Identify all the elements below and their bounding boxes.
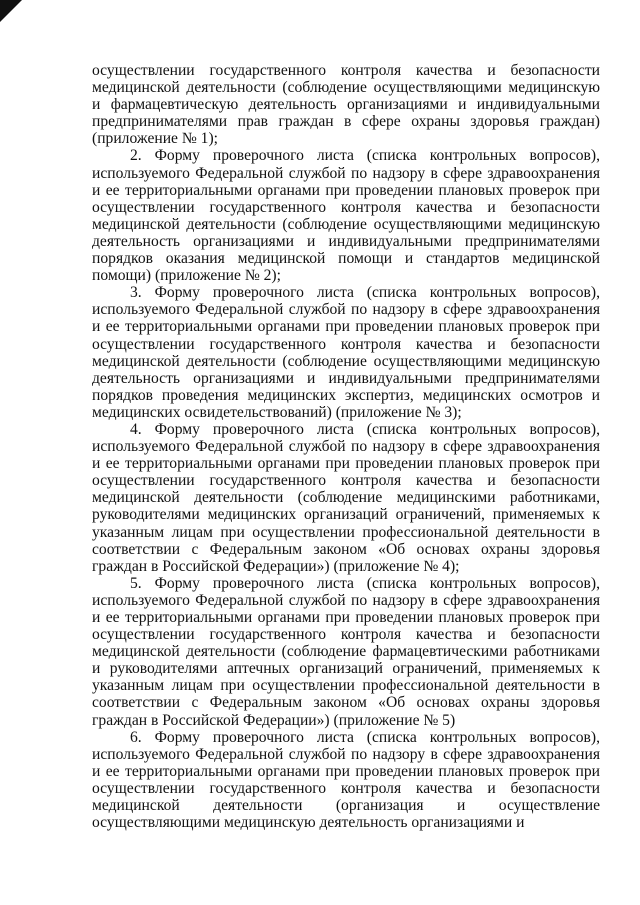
paragraph-item-5: 5. Форму проверочного листа (списка контрольных вопросов), используемого Федеральной службой по надзору в сфере здравоохранения и ее территориальными органами при проведении плановых проверок при осуществлении государственного контроля качества и безопасности медицинской деятельности (соблюдение фармацевтическими работниками и руководителями аптечных организаций ограничений, применяемых к указанным лицам при осуществлении профессиональной деятельности в соответствии с Федеральным законом «Об основах охраны здоровья граждан в Российской Федерации») (приложение № 5) [92,574,600,729]
paragraph-item-2: 2. Форму проверочного листа (списка контрольных вопросов), используемого Федеральной службой по надзору в сфере здравоохранения и ее территориальными органами при проведении плановых проверок при осуществлении государственного контроля качества и безопасности медицинской деятельности (соблюдение осуществляющими медицинскую деятельность организациями и индивидуальными предпринимателями порядков оказания медицинской помощи и стандартов медицинской помощи) (приложение № 2); [92,147,600,285]
document-page [92,62,600,831]
paragraph-item-4: 4. Форму проверочного листа (списка контрольных вопросов), используемого Федеральной службой по надзору в сфере здравоохранения и ее территориальными органами при проведении плановых проверок при осуществлении государственного контроля качества и безопасности медицинской деятельности (соблюдение медицинскими работниками, руководителями медицинских организаций ограничений, применяемых к указанным лицам при осуществлении профессиональной деятельности в соответствии с Федеральным законом «Об основах охраны здоровья граждан в Российской Федерации») (приложение № 4); [92,420,600,575]
paragraph-item-6: 6. Форму проверочного листа (списка контрольных вопросов), используемого Федеральной службой по надзору в сфере здравоохранения и ее территориальными органами при проведении плановых проверок при осуществлении государственного контроля качества и безопасности медицинской деятельности (организация и осуществление осуществляющими медицинскую деятельность организациями и [92,728,600,832]
scan-corner-mark [0,0,22,22]
paragraph-continuation: осуществлении государственного контроля качества и безопасности медицинской деятельности (соблюдение осуществляющими медицинскую и фармацевтическую деятельность организациями и индивидуальными предпринимателями прав граждан в сфере охраны здоровья граждан) (приложение № 1); [92,62,600,148]
paragraph-item-3: 3. Форму проверочного листа (списка контрольных вопросов), используемого Федеральной службой по надзору в сфере здравоохранения и ее территориальными органами при проведении плановых проверок при осуществлении государственного контроля качества и безопасности медицинской деятельности (соблюдение осуществляющими медицинскую деятельность организациями и индивидуальными предпринимателями порядков проведения медицинских экспертиз, медицинских осмотров и медицинских освидетельствований) (приложение № 3); [92,284,600,421]
